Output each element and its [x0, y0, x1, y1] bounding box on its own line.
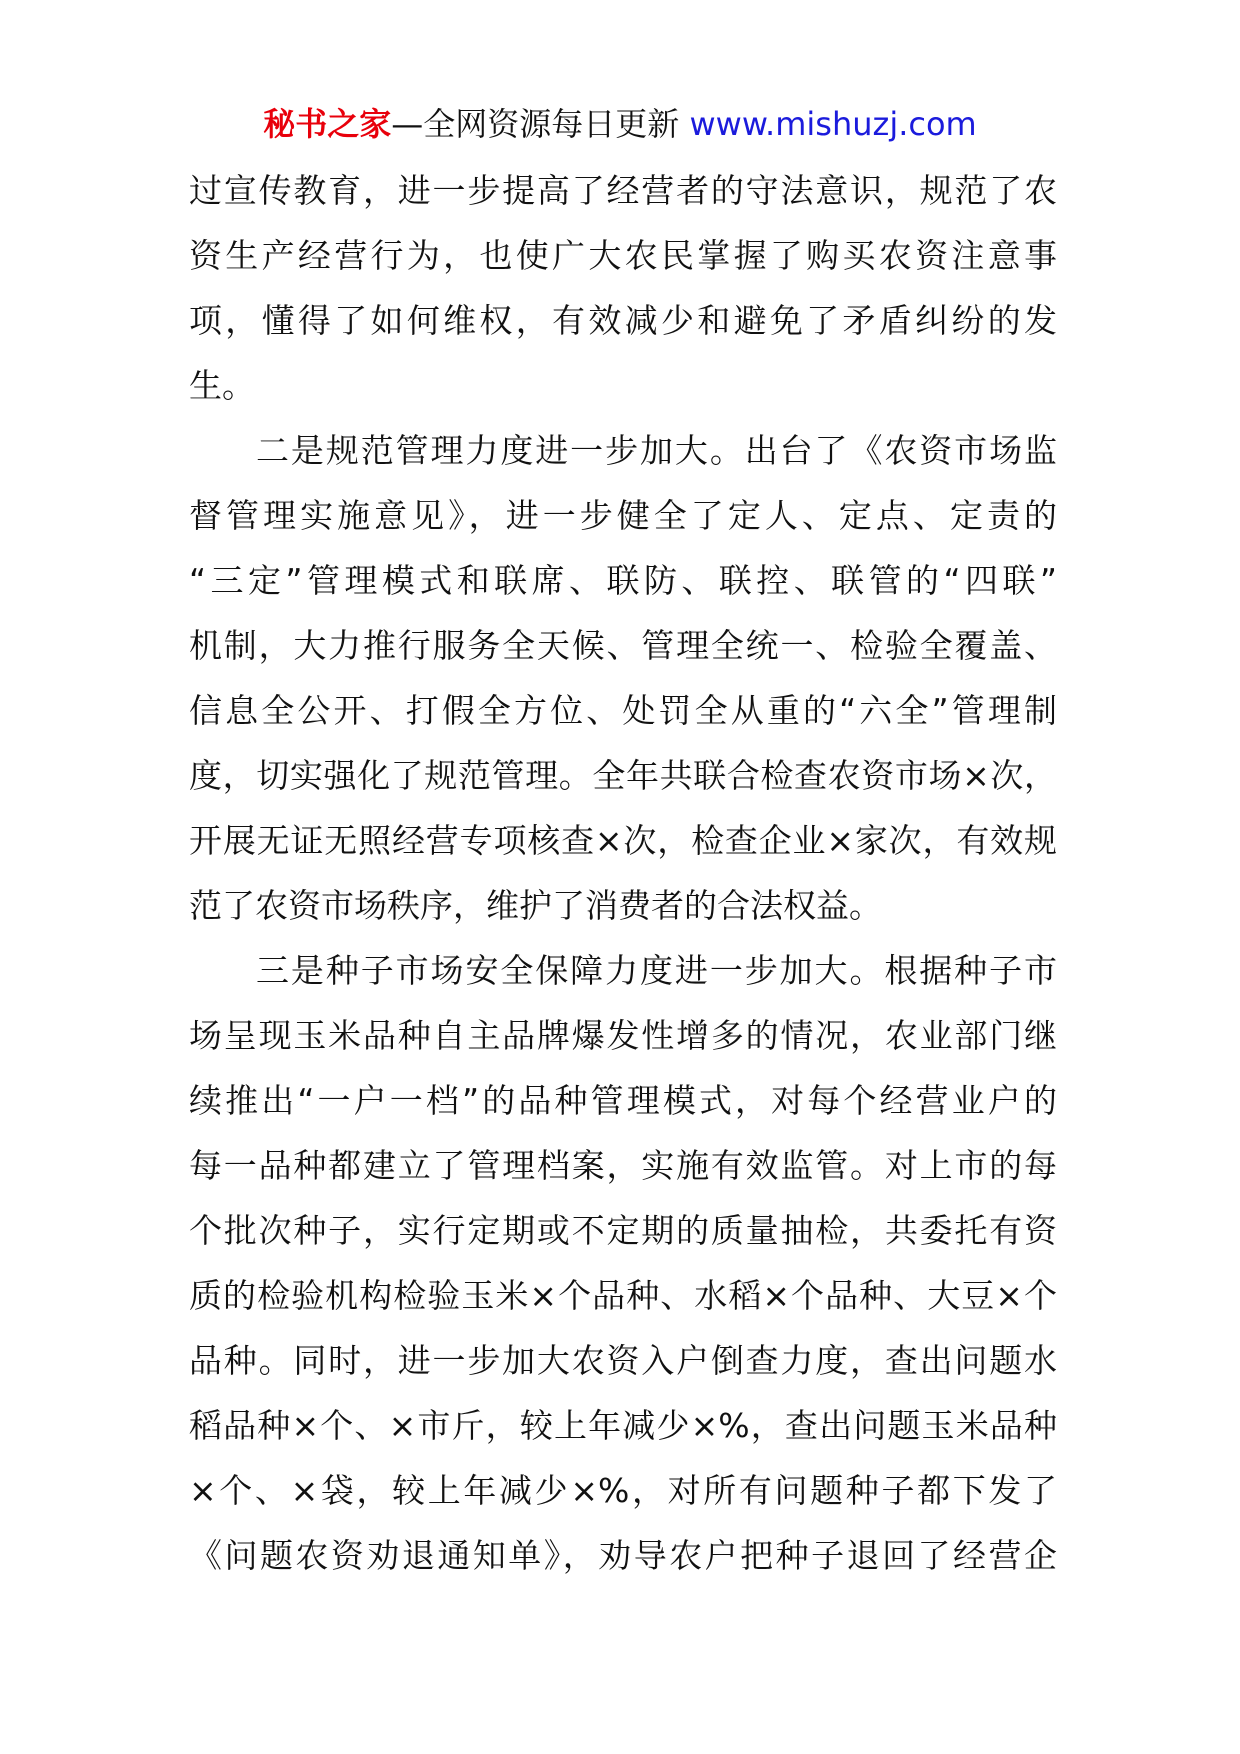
text-line: 续推出“一户一档”的品种管理模式，对每个经营业户的 — [189, 1081, 1057, 1120]
text-line: 品种。同时，进一步加大农资入户倒查力度，查出问题水 — [189, 1341, 1057, 1380]
text-line: 机制，大力推行服务全天候、管理全统一、检验全覆盖、 — [189, 626, 1057, 665]
text-line: 《问题农资劝退通知单》，劝导农户把种子退回了经营企 — [189, 1536, 1057, 1575]
text-line: 开展无证无照经营专项核查×次，检查企业×家次，有效规 — [189, 821, 1057, 860]
text-line: 信息全公开、打假全方位、处罚全从重的“六全”管理制 — [189, 691, 1057, 730]
website-url: www.mishuzj.com — [689, 105, 977, 143]
text-line: 度，切实强化了规范管理。全年共联合检查农资市场×次， — [189, 756, 1057, 795]
text-line: ×个、×袋，较上年减少×%，对所有问题种子都下发了 — [189, 1471, 1057, 1510]
brand-name: 秘书之家 — [263, 105, 392, 143]
paragraph-continued — [189, 158, 1057, 418]
text-line: 三是种子市场安全保障力度进一步加大。根据种子市 — [256, 951, 1057, 990]
header-tagline: —全网资源每日更新 — [391, 105, 690, 143]
text-line: 质的检验机构检验玉米×个品种、水稻×个品种、大豆×个 — [189, 1276, 1057, 1315]
text-line: “三定”管理模式和联席、联防、联控、联管的“四联” — [189, 561, 1057, 600]
text-line: 范了农资市场秩序，维护了消费者的合法权益。 — [189, 886, 882, 925]
text-line: 个批次种子，实行定期或不定期的质量抽检，共委托有资 — [189, 1211, 1057, 1250]
text-line: 过宣传教育，进一步提高了经营者的守法意识，规范了农 — [189, 171, 1057, 210]
text-line: 场呈现玉米品种自主品牌爆发性增多的情况，农业部门继 — [189, 1016, 1057, 1055]
text-line: 资生产经营行为，也使广大农民掌握了购买农资注意事 — [189, 236, 1057, 275]
text-line: 项，懂得了如何维权，有效减少和避免了矛盾纠纷的发 — [189, 301, 1057, 340]
text-line: 督管理实施意见》，进一步健全了定人、定点、定责的 — [189, 496, 1057, 535]
paragraph-management — [189, 418, 1057, 938]
text-line: 生。 — [189, 366, 255, 405]
paragraph-seed-market — [189, 938, 1057, 1588]
page-header — [0, 99, 1240, 149]
text-line: 每一品种都建立了管理档案，实施有效监管。对上市的每 — [189, 1146, 1057, 1185]
text-line: 稻品种×个、×市斤，较上年减少×%，查出问题玉米品种 — [189, 1406, 1057, 1445]
text-line: 二是规范管理力度进一步加大。出台了《农资市场监 — [256, 431, 1057, 470]
document-body — [189, 158, 1057, 1588]
